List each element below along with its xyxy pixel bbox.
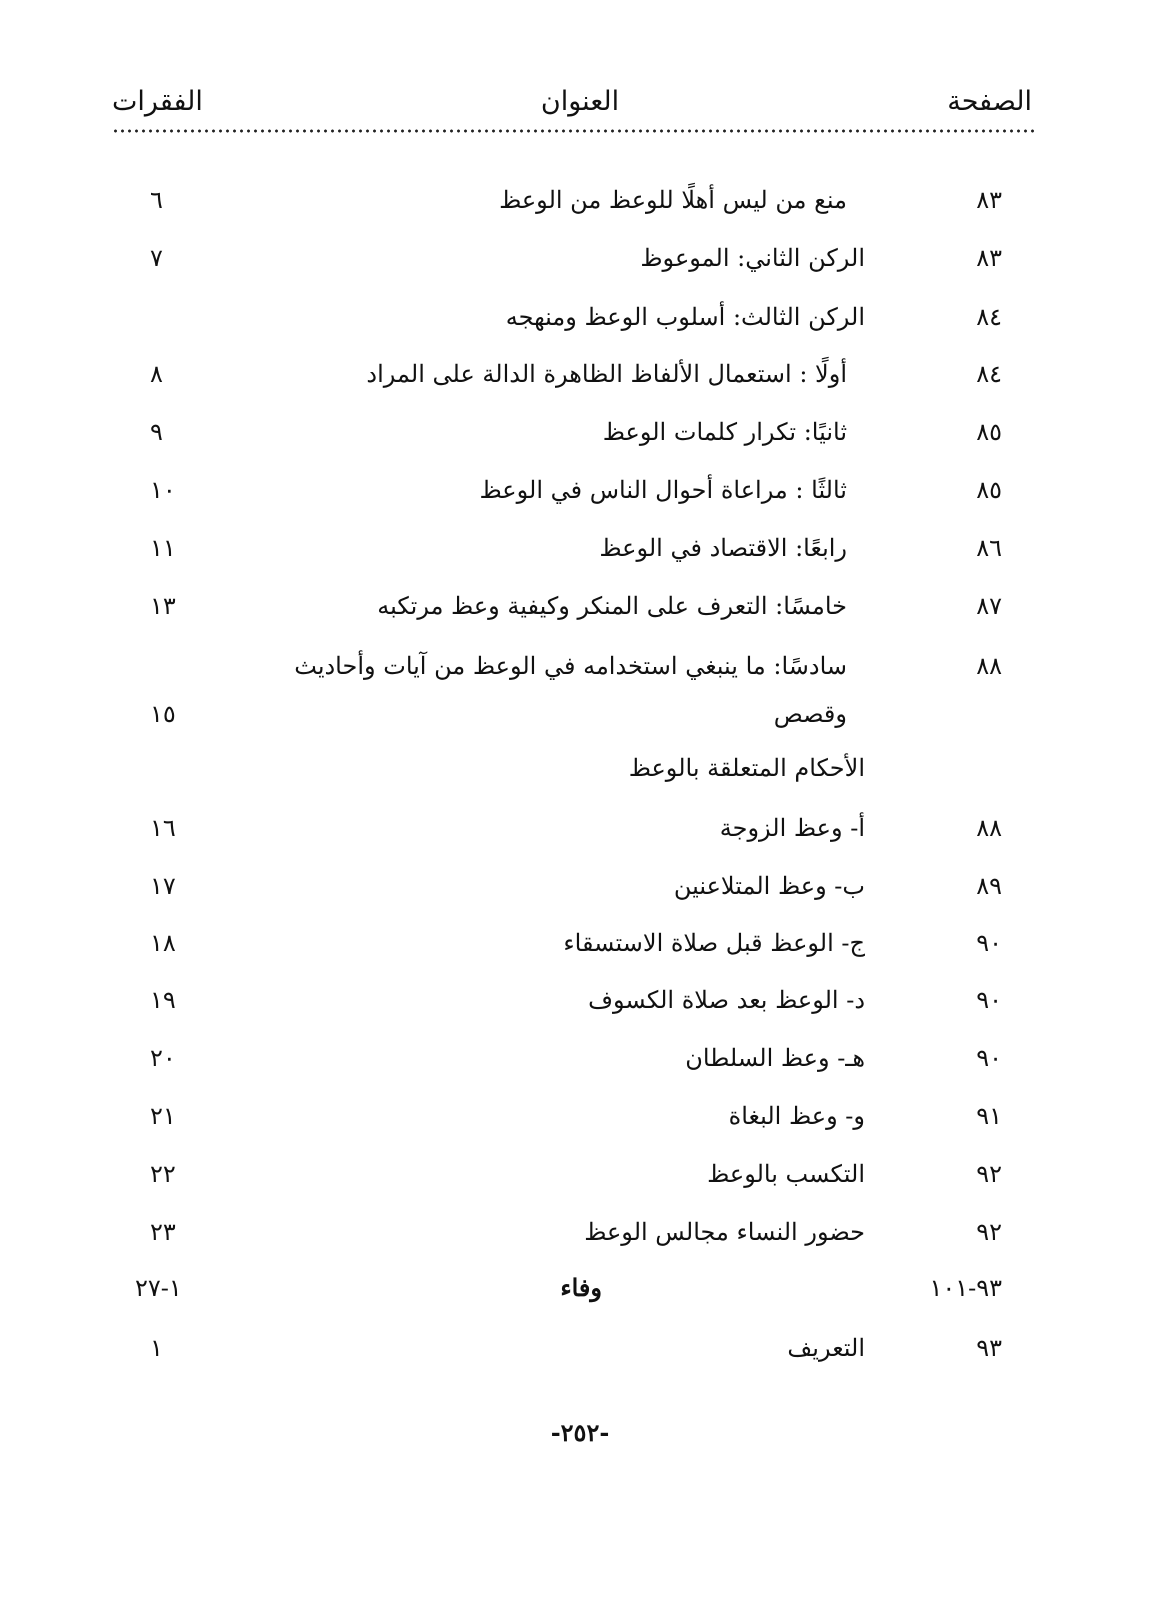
row-page: ٨٩ [976, 872, 1002, 900]
row-title: وفاء [560, 1273, 602, 1302]
row-page: ٩٣-١٠١ [929, 1274, 1002, 1302]
row-paragraph: ١٧ [150, 872, 176, 900]
row-page: ٨٤ [976, 360, 1002, 388]
toc-row [0, 528, 1167, 568]
header-paragraphs-column: الفقرات [112, 86, 203, 117]
row-paragraph: ٩ [150, 418, 163, 446]
toc-row [0, 586, 1167, 626]
row-title: أ- وعظ الزوجة [719, 814, 865, 842]
row-paragraph: ١٦ [150, 814, 176, 842]
row-paragraph: ٧ [150, 244, 163, 272]
header-title-column: العنوان [540, 86, 620, 117]
row-title: أولًا : استعمال الألفاظ الظاهرة الدالة على المراد [366, 360, 847, 388]
row-title: حضور النساء مجالس الوعظ [584, 1218, 865, 1246]
toc-row [0, 866, 1167, 906]
toc-row [0, 297, 1167, 337]
row-title: منع من ليس أهلًا للوعظ من الوعظ [499, 186, 847, 214]
row-page: ٩٣ [976, 1334, 1002, 1362]
toc-row [0, 808, 1167, 848]
toc-row [0, 1268, 1167, 1308]
row-title: سادسًا: ما ينبغي استخدامه في الوعظ من آيات وأحاديث [294, 652, 847, 680]
toc-row [0, 238, 1167, 278]
row-title: ثانيًا: تكرار كلمات الوعظ [602, 418, 847, 446]
header-page-column: الصفحة [947, 86, 1032, 117]
row-page: ٩٢ [976, 1218, 1002, 1246]
row-page: ٨٤ [976, 303, 1002, 331]
row-title: هـ- وعظ السلطان [685, 1044, 865, 1072]
row-page: ٩١ [976, 1102, 1002, 1130]
toc-row [0, 412, 1167, 452]
toc-row [0, 1212, 1167, 1252]
toc-row [0, 748, 1167, 788]
row-paragraph: ٢١ [150, 1102, 176, 1130]
row-title: و- وعظ البغاة [728, 1102, 865, 1130]
toc-row [0, 470, 1167, 510]
row-page: ٨٦ [976, 534, 1002, 562]
row-page: ٨٥ [976, 418, 1002, 446]
row-title: ب- وعظ المتلاعنين [673, 872, 865, 900]
row-title: الركن الثاني: الموعوظ [640, 244, 865, 272]
row-paragraph: ١١ [150, 534, 176, 562]
row-page: ٨٨ [976, 652, 1002, 680]
row-paragraph: ٦ [150, 186, 163, 214]
row-title: التعريف [787, 1334, 865, 1362]
row-paragraph: ٢٠ [150, 1044, 176, 1072]
toc-row [0, 923, 1167, 963]
row-paragraph: ١٩ [150, 986, 176, 1014]
row-paragraph: ١٥ [150, 700, 176, 728]
row-paragraph: ١٣ [150, 592, 176, 620]
row-paragraph: ٢٣ [150, 1218, 176, 1246]
row-paragraph: ٢٢ [150, 1160, 176, 1188]
row-title: خامسًا: التعرف على المنكر وكيفية وعظ مرتكبه [377, 592, 847, 620]
toc-row [0, 354, 1167, 394]
row-paragraph: ١٠ [150, 476, 176, 504]
row-paragraph: ١ [150, 1334, 163, 1362]
dotted-divider [112, 128, 1036, 134]
page-number: -٢٥٢- [550, 1418, 610, 1447]
toc-row [0, 980, 1167, 1020]
toc-row [0, 1154, 1167, 1194]
row-title: ثالثًا : مراعاة أحوال الناس في الوعظ [479, 476, 847, 504]
row-title: رابعًا: الاقتصاد في الوعظ [599, 534, 847, 562]
row-page: ٨٨ [976, 814, 1002, 842]
toc-row [0, 646, 1167, 686]
row-title: د- الوعظ بعد صلاة الكسوف [588, 986, 865, 1014]
row-page: ٨٣ [976, 244, 1002, 272]
row-page: ٩٠ [976, 1044, 1002, 1072]
row-title: التكسب بالوعظ [707, 1160, 865, 1188]
row-paragraph: ٨ [150, 360, 163, 388]
toc-row [0, 1328, 1167, 1368]
row-title: ج- الوعظ قبل صلاة الاستسقاء [563, 929, 865, 957]
toc-row [0, 180, 1167, 220]
row-paragraph: ١-٢٧ [135, 1274, 182, 1302]
toc-row [0, 694, 1167, 734]
toc-row [0, 1038, 1167, 1078]
row-page: ٨٧ [976, 592, 1002, 620]
row-page: ٩٠ [976, 929, 1002, 957]
row-page: ٩٠ [976, 986, 1002, 1014]
row-title: الأحكام المتعلقة بالوعظ [628, 754, 865, 782]
row-paragraph: ١٨ [150, 929, 176, 957]
row-title: وقصص [773, 700, 847, 728]
row-title: الركن الثالث: أسلوب الوعظ ومنهجه [505, 303, 865, 331]
toc-row [0, 1096, 1167, 1136]
row-page: ٩٢ [976, 1160, 1002, 1188]
row-page: ٨٣ [976, 186, 1002, 214]
row-page: ٨٥ [976, 476, 1002, 504]
